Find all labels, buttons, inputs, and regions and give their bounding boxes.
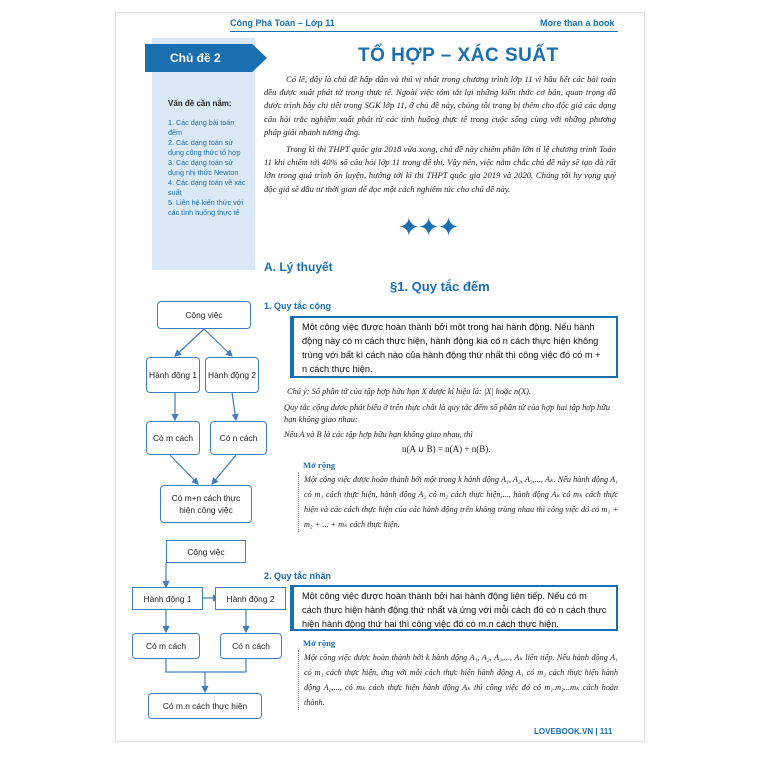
topic-label: Chủ đề 2 xyxy=(170,51,221,65)
intro-text xyxy=(264,73,616,200)
intro-paragraph: Có lẽ, đây là chủ đề hấp dẫn và thú vị nhất trong chương trình lớp 11 vì hầu hết các bài toán đều được xuất phát từ trong thực tế. Ngoài việc tóm tắt lại những kiến thức cơ bản, quan trọng đã được trình bày chi tiết trong SGK lớp 11, ở chủ đề này, chúng tôi trang bị thêm cho độc giả các dạng câu hỏi trắc nghiệm xuất phát từ các tình huống thực tế trong cuộc sống cùng với những phương pháp giải nhanh tương ứng. xyxy=(264,74,616,137)
flow2-count2-box: Có n cách xyxy=(220,633,282,659)
star-divider-icon: ✦✦✦ xyxy=(398,213,458,243)
rule-mul-extension-body: Một công việc được hoàn thành bởi k hành động A₁, A₂, A₃,..., Aₖ liên tiếp. Nếu hành động A₁ có m₁ cách thực hiện, ứng với mỗi cách thực hiện hành động A₁ có m₂ cách thực hiện hành động A₂,..., có mₖ cách thực hiện hành động Aₖ thì công việc đó có m₁.m₂...mₖ cách hoàn thành. xyxy=(298,650,618,710)
flow2-count1-box: Có m cách xyxy=(132,633,200,659)
rule-add-extension-body: Một công việc được hoàn thành bởi một trong k hành động A₁, A₂, A₃,..., Aₖ. Nếu hành động A₁ có m₁ cách thực hiện, hành động A₂ có m₂ cách thực hiện,..., hành động Aₖ có mₖ cách thực hiện và các cách thực hiện của các hành động trên không trùng nhau thì công việc đó có m₁ + m₂ + ... + mₖ cách thực hiện. xyxy=(298,472,618,532)
sidebar-item: 2. Các dạng toán sử dụng công thức tổ hợp xyxy=(168,138,241,157)
header-book-title: Công Phá Toán – Lớp 11 xyxy=(230,18,335,28)
rule-mul-box: Một công việc được hoàn thành bởi hai hành động liên tiếp. Nếu có m cách thực hiện hành động thứ nhất và ứng với mỗi cách đó có n cách thực hiện hành động thứ hai thì công việc đó có m.n cách thực hiện. xyxy=(290,585,618,631)
sidebar-list xyxy=(168,118,248,218)
flow1-task-box: Công việc xyxy=(157,301,251,329)
flow2-action1-box: Hành động 1 xyxy=(132,587,203,610)
chapter-title: TỔ HỢP – XÁC SUẤT xyxy=(358,45,559,66)
rule-add-body: Quy tắc cộng được phát biểu ở trên thực chất là quy tắc đếm số phần tử của hợp hai tập hợp hữu hạn không giao nhau: xyxy=(284,403,610,424)
flow1-action2-box: Hành động 2 xyxy=(205,357,259,393)
rule-add-extension-title: Mở rộng xyxy=(303,460,336,470)
rule-add-formula: n(A ∪ B) = n(A) + n(B). xyxy=(402,444,491,454)
rule-add-title: 1. Quy tắc cộng xyxy=(264,301,332,311)
rule-add-note: Chú ý: Số phần tử của tập hợp hữu hạn X được kí hiệu là: |X| hoặc n(X). xyxy=(287,387,532,396)
section-heading: A. Lý thuyết xyxy=(264,260,333,274)
sidebar-item: 4. Các dạng toán về xác suất xyxy=(168,178,246,197)
flow2-result-box: Có m.n cách thực hiện xyxy=(148,693,262,719)
page-footer: LOVEBOOK.VN | 111 xyxy=(534,727,613,736)
rule-add-box: Một công việc được hoàn thành bởi một trong hai hành động. Nếu hành động này có m cách thực hiện, hành động kia có n cách thực hiện không trùng với bất kì cách nào của hành động thứ nhất thì công việc đó có m + n cách thực hiện. xyxy=(290,316,618,378)
sidebar-item: 1. Các dạng bài toán đếm xyxy=(168,118,235,137)
flow1-count2-box: Có n cách xyxy=(210,421,267,455)
rule-mul-extension-title: Mở rộng xyxy=(303,638,336,648)
header-slogan: More than a book xyxy=(540,18,615,28)
flow1-count1-box: Có m cách xyxy=(146,421,200,455)
flow1-action1-box: Hành động 1 xyxy=(146,357,200,393)
intro-paragraph: Trong kì thi THPT quốc gia 2018 vừa xong, chủ đề này chiếm phần lớn tỉ lệ chương trình Toán 11 khi chiếm tới 40% số câu hỏi lớp 11 trong đề thi. Vậy nên, việc nắm chắc chủ đề này sẽ tạo đà rất lớn trong quá trình ôn luyện, hướng tới kì thi THPT quốc gia 2019 và 2020. Chúng tôi hy vọng quý độc giả sẽ đầu tư thời gian để đọc một cách nghiêm túc cho chủ đề này. xyxy=(264,144,616,194)
sidebar-item: 3. Các dạng toán sử dụng nhị thức Newton xyxy=(168,158,239,177)
rule-add-body: Nếu A và B là các tập hợp hữu hạn không giao nhau, thì xyxy=(284,430,473,439)
flow1-result-box: Có m+n cách thực hiện công việc xyxy=(160,485,252,523)
sidebar-title: Vấn đề cần nắm: xyxy=(168,99,232,108)
header-divider xyxy=(230,31,618,32)
rule-mul-title: 2. Quy tắc nhân xyxy=(264,571,332,581)
flow2-action2-box: Hành động 2 xyxy=(215,587,286,610)
subsection-heading: §1. Quy tắc đếm xyxy=(390,279,490,294)
flow2-task-box: Công việc xyxy=(166,540,246,563)
sidebar-item: 5. Liên hệ kiến thức với các tình huống thực tế xyxy=(168,198,244,217)
